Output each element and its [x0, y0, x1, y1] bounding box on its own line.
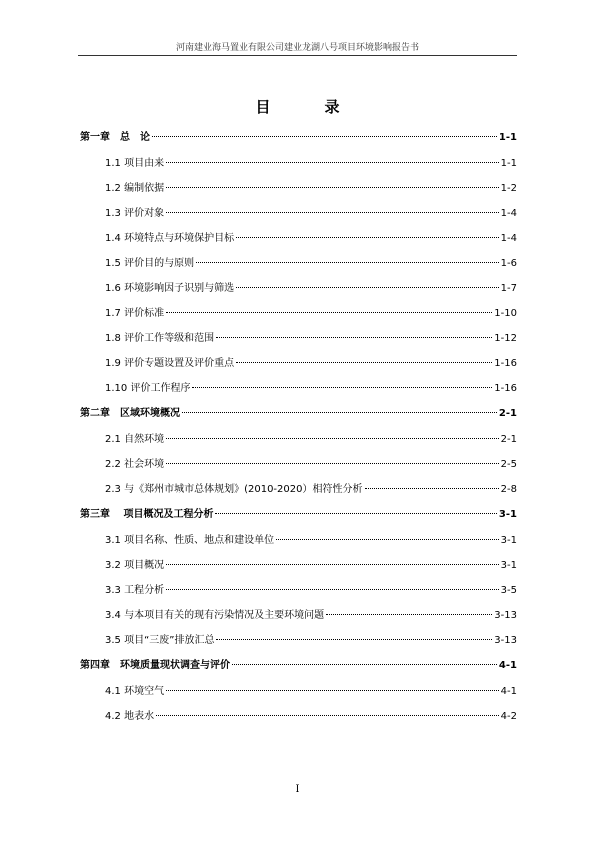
dot-leader	[166, 187, 499, 188]
toc-entry-label: 1.5 评价目的与原则	[105, 258, 195, 269]
dot-leader	[166, 589, 499, 590]
toc-entry-label: 1.4 环境特点与环境保护目标	[105, 233, 235, 244]
toc-section-entry[interactable]	[80, 226, 517, 251]
toc-entry-label: 3.3 工程分析	[105, 585, 165, 596]
toc-entry-label: 1.6 环境影响因子识别与筛选	[105, 283, 235, 294]
toc-entry-label: 3.4 与本项目有关的现有污染情况及主要环境问题	[105, 610, 325, 621]
toc-section-entry[interactable]	[80, 704, 517, 729]
toc-entry-label: 1.10 评价工作程序	[105, 383, 191, 394]
toc-entry-label: 1.3 评价对象	[105, 208, 165, 219]
toc-section-entry[interactable]	[80, 176, 517, 201]
dot-leader	[192, 387, 492, 388]
toc-section-entry[interactable]	[80, 603, 517, 628]
dot-leader	[166, 162, 499, 163]
toc-entry-page: 4-2	[500, 711, 517, 722]
toc-entry-page: 1-4	[500, 233, 517, 244]
dot-leader	[166, 438, 499, 439]
toc-entry-label: 第二章 区域环境概况	[80, 408, 180, 419]
toc-entry-page: 3-13	[494, 610, 517, 621]
toc-chapter-entry[interactable]	[80, 401, 517, 427]
toc-entry-page: 1-16	[494, 358, 517, 369]
table-of-contents	[80, 125, 517, 729]
toc-entry-page: 1-1	[498, 132, 517, 143]
dot-leader	[152, 136, 497, 137]
toc-entry-label: 1.8 评价工作等级和范围	[105, 333, 215, 344]
toc-entry-label: 3.5 项目“三废”排放汇总	[105, 635, 215, 646]
toc-title-part1: 目	[255, 98, 271, 116]
toc-entry-page: 3-1	[500, 535, 517, 546]
toc-entry-page: 2-1	[500, 434, 517, 445]
toc-section-entry[interactable]	[80, 151, 517, 176]
toc-entry-label: 1.9 评价专题设置及评价重点	[105, 358, 235, 369]
toc-entry-page: 1-2	[500, 183, 517, 194]
toc-entry-label: 2.1 自然环境	[105, 434, 165, 445]
toc-title-part2: 录	[324, 98, 340, 116]
toc-section-entry[interactable]	[80, 528, 517, 553]
header-rule	[78, 55, 517, 56]
toc-entry-page: 4-1	[500, 686, 517, 697]
toc-entry-label: 第四章 环境质量现状调查与评价	[80, 660, 230, 671]
toc-section-entry[interactable]	[80, 251, 517, 276]
toc-section-entry[interactable]	[80, 477, 517, 502]
toc-entry-page: 3-13	[494, 635, 517, 646]
toc-entry-label: 第一章 总 论	[80, 132, 150, 143]
toc-entry-label: 1.2 编制依据	[105, 183, 165, 194]
toc-chapter-entry[interactable]	[80, 653, 517, 679]
toc-section-entry[interactable]	[80, 276, 517, 301]
toc-entry-page: 1-12	[494, 333, 517, 344]
toc-section-entry[interactable]	[80, 679, 517, 704]
toc-section-entry[interactable]	[80, 452, 517, 477]
toc-entry-page: 2-5	[500, 459, 517, 470]
toc-section-entry[interactable]	[80, 578, 517, 603]
toc-entry-page: 3-5	[500, 585, 517, 596]
toc-entry-page: 1-7	[500, 283, 517, 294]
dot-leader	[365, 488, 499, 489]
dot-leader	[216, 337, 492, 338]
toc-section-entry[interactable]	[80, 201, 517, 226]
toc-entry-label: 4.1 环境空气	[105, 686, 165, 697]
toc-entry-label: 3.1 项目名称、性质、地点和建设单位	[105, 535, 275, 546]
dot-leader	[166, 312, 492, 313]
dot-leader	[326, 614, 492, 615]
toc-title	[0, 96, 595, 117]
toc-entry-page: 1-6	[500, 258, 517, 269]
toc-section-entry[interactable]	[80, 326, 517, 351]
toc-section-entry[interactable]	[80, 628, 517, 653]
dot-leader	[166, 564, 499, 565]
dot-leader	[196, 262, 499, 263]
toc-section-entry[interactable]	[80, 427, 517, 452]
toc-entry-page: 2-8	[500, 484, 517, 495]
toc-entry-page: 2-1	[498, 408, 517, 419]
toc-entry-page: 4-1	[498, 660, 517, 671]
dot-leader	[232, 664, 497, 665]
toc-entry-page: 1-1	[500, 158, 517, 169]
dot-leader	[276, 539, 499, 540]
toc-entry-label: 第三章 项目概况及工程分析	[80, 509, 214, 520]
toc-chapter-entry[interactable]	[80, 125, 517, 151]
toc-section-entry[interactable]	[80, 351, 517, 376]
dot-leader	[236, 287, 499, 288]
dot-leader	[166, 463, 499, 464]
dot-leader	[166, 212, 499, 213]
toc-entry-label: 2.2 社会环境	[105, 459, 165, 470]
toc-entry-label: 2.3 与《郑州市城市总体规划》(2010-2020）相符性分析	[105, 484, 363, 495]
toc-entry-page: 1-10	[494, 308, 517, 319]
toc-chapter-entry[interactable]	[80, 502, 517, 528]
toc-entry-label: 4.2 地表水	[105, 711, 155, 722]
page-number: I	[295, 784, 300, 795]
dot-leader	[166, 690, 499, 691]
toc-entry-page: 1-4	[500, 208, 517, 219]
dot-leader	[236, 362, 492, 363]
dot-leader	[182, 412, 497, 413]
dot-leader	[216, 639, 492, 640]
toc-entry-page: 3-1	[498, 509, 517, 520]
toc-section-entry[interactable]	[80, 376, 517, 401]
toc-entry-label: 3.2 项目概况	[105, 560, 165, 571]
dot-leader	[156, 715, 499, 716]
toc-entry-page: 3-1	[500, 560, 517, 571]
dot-leader	[236, 237, 499, 238]
toc-entry-page: 1-16	[494, 383, 517, 394]
toc-section-entry[interactable]	[80, 301, 517, 326]
running-header: 河南建业海马置业有限公司建业龙湖八号项目环境影响报告书	[175, 43, 419, 53]
toc-entry-label: 1.7 评价标准	[105, 308, 165, 319]
dot-leader	[215, 513, 496, 514]
toc-section-entry[interactable]	[80, 553, 517, 578]
toc-entry-label: 1.1 项目由来	[105, 158, 165, 169]
